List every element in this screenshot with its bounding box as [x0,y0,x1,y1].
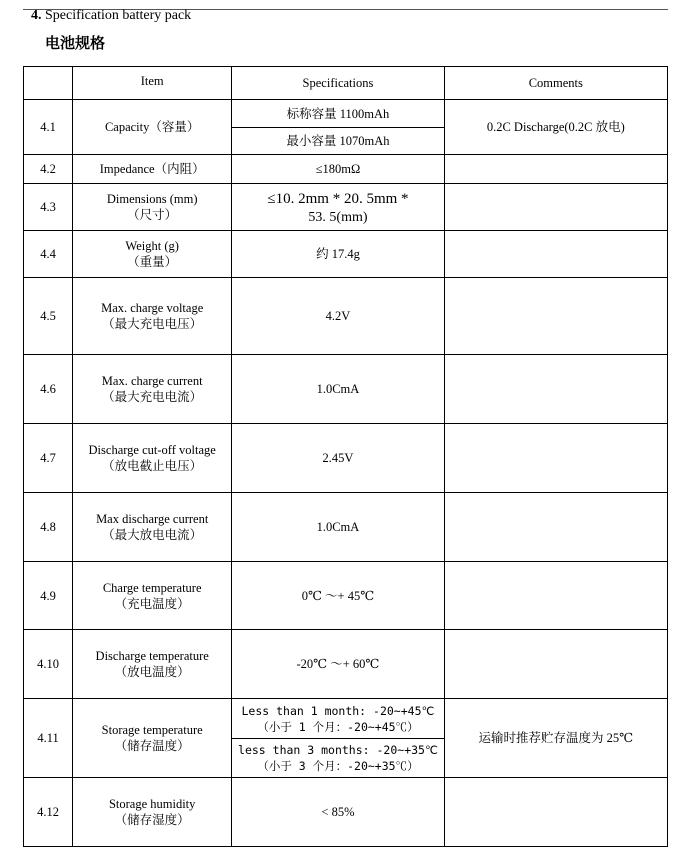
row-item [73,562,232,630]
row-item [73,184,232,231]
row-comment [444,630,667,699]
row-comment [444,231,667,278]
section-heading [31,8,191,24]
item-label: Weight (g) [125,239,179,253]
header-comments: Comments [444,67,667,100]
item-label-cn: （重量） [127,255,178,269]
item-label-cn: （放电温度） [114,665,190,679]
row-spec: 1.0CmA [232,355,444,424]
row-spec: 标称容量 1100mAh [232,100,444,128]
row-spec [232,184,444,231]
row-number: 4.5 [24,278,73,355]
table-row [24,100,668,128]
item-label-cn: （最大充电电流） [102,390,203,404]
row-number: 4.8 [24,493,73,562]
row-item [73,355,232,424]
row-item [73,493,232,562]
section-subtitle: 电池规格 [45,34,106,52]
row-item [73,424,232,493]
row-spec: ≤180mΩ [232,155,444,184]
spec-line: （小于 3 个月：-20~+35℃） [257,759,419,773]
row-number: 4.4 [24,231,73,278]
row-comment [444,184,667,231]
spec-line: 53. 5(mm) [308,209,368,225]
row-spec: 最小容量 1070mAh [232,128,444,155]
row-spec: 1.0CmA [232,493,444,562]
table-row [24,699,668,739]
row-number: 4.9 [24,562,73,630]
row-comment [444,493,667,562]
row-item [73,699,232,778]
spec-line: ≤10. 2mm * 20. 5mm * [267,190,409,207]
row-comment [444,355,667,424]
row-number: 4.11 [24,699,73,778]
item-label-cn: （尺寸） [127,208,178,222]
section-number: 4. [31,8,42,23]
item-label: Storage temperature [101,723,203,737]
row-number: 4.1 [24,100,73,155]
row-spec: 约 17.4g [232,231,444,278]
table-header-row [24,67,668,100]
row-comment [444,278,667,355]
table-row [24,155,668,184]
table-row [24,355,668,424]
item-label: Storage humidity [108,797,196,811]
table-row [24,424,668,493]
table-row [24,493,668,562]
row-item [73,778,232,847]
row-spec: 4.2V [232,278,444,355]
table-row [24,184,668,231]
header-item: Item [73,67,232,100]
item-label: Charge temperature [102,580,202,595]
item-label-cn: （最大充电电压） [102,317,203,331]
item-label-cn: （充电温度） [114,596,190,611]
table-row [24,231,668,278]
item-label: Max discharge current [96,512,209,526]
item-label-cn: （最大放电电流） [102,528,203,542]
header-no [24,67,73,100]
item-label: Discharge temperature [95,649,209,663]
item-label: Discharge cut-off voltage [88,443,216,457]
row-comment [444,562,667,630]
row-comment [444,778,667,847]
row-comment [444,424,667,493]
spec-line: Less than 1 month: -20~+45℃ [241,703,435,718]
row-spec: 0℃ ～+ 45℃ [232,562,444,630]
item-label: Dimensions (mm) [106,192,198,206]
item-label-cn: （储存湿度） [114,813,190,827]
row-comment: 0.2C Discharge(0.2C 放电) [444,100,667,155]
row-number: 4.2 [24,155,73,184]
item-label: Max. charge current [101,374,203,388]
table-row [24,630,668,699]
row-item [73,278,232,355]
section-title: Specification battery pack [41,8,192,23]
row-number: 4.3 [24,184,73,231]
row-item: Impedance（内阻） [73,155,232,184]
row-spec: 2.45V [232,424,444,493]
table-row [24,562,668,630]
item-label-cn: （放电截止电压） [102,459,203,473]
item-label: Max. charge voltage [101,301,204,315]
row-comment: 运输时推荐贮存温度为 25℃ [444,699,667,778]
spec-line: （小于 1 个月：-20~+45℃） [257,719,419,734]
row-item: Capacity（容量） [73,100,232,155]
row-item [73,231,232,278]
row-item [73,630,232,699]
item-label-cn: （储存温度） [114,739,190,753]
row-spec [232,699,444,739]
specification-table [23,66,668,847]
header-specifications: Specifications [232,67,444,100]
row-spec: < 85% [232,778,444,847]
row-comment [444,155,667,184]
row-number: 4.6 [24,355,73,424]
row-spec: -20℃ ～+ 60℃ [232,630,444,699]
row-spec [232,739,444,778]
table-row [24,778,668,847]
row-number: 4.12 [24,778,73,847]
row-number: 4.7 [24,424,73,493]
table-row [24,278,668,355]
spec-line: less than 3 months: -20~+35℃ [238,743,438,757]
row-number: 4.10 [24,630,73,699]
